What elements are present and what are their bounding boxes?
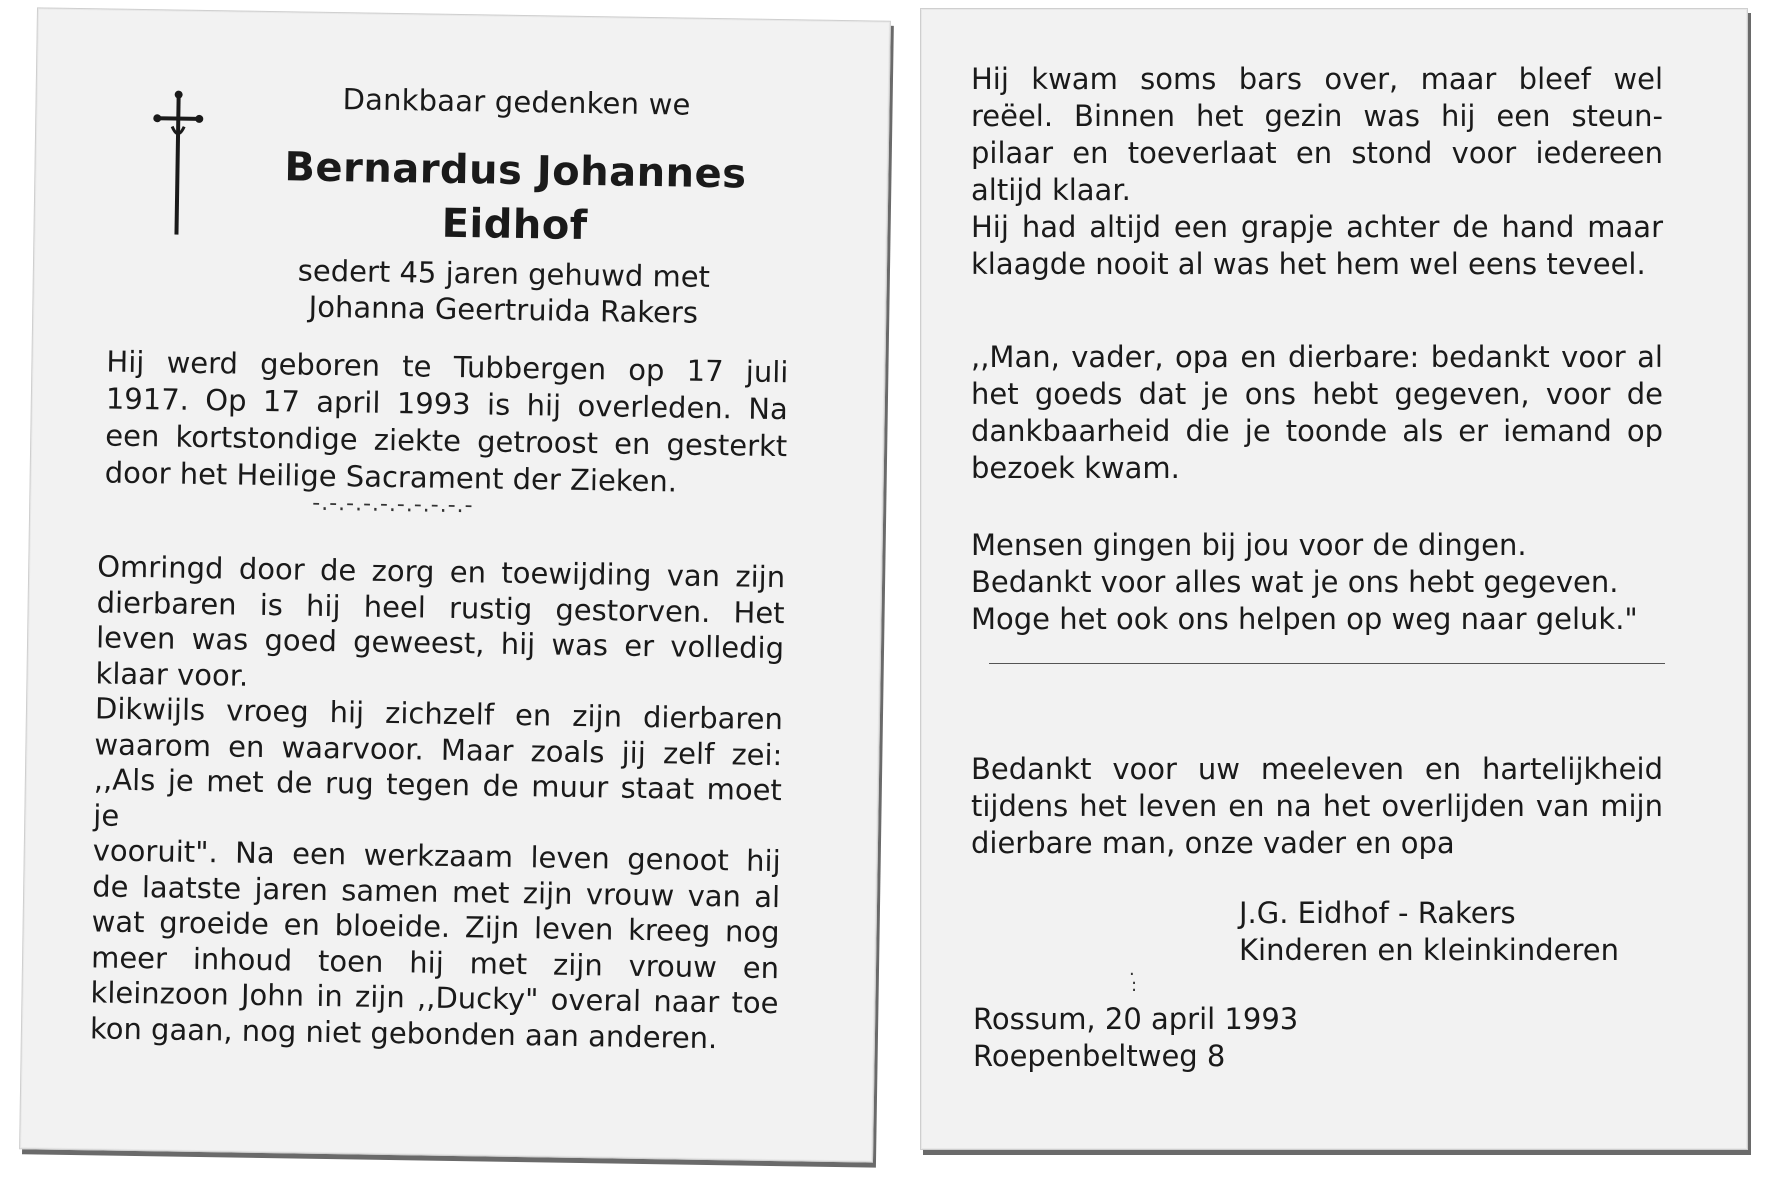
character-line: pilaar en toeverlaat en stond voor iedereen <box>971 136 1663 170</box>
tribute-line: het goeds dat je ons hebt gegeven, voor de <box>971 377 1663 411</box>
story-line: kon gaan, nog niet gebonden aan anderen. <box>89 1010 718 1055</box>
character-line: Hij kwam soms bars over, maar bleef wel <box>971 62 1663 96</box>
ink-speck: . <box>1129 959 1135 980</box>
thanks-line: Bedankt voor uw meeleven en hartelijkheid <box>971 752 1663 786</box>
signature-block <box>1239 895 1659 969</box>
poem-paragraph <box>971 527 1663 638</box>
character-line: Hij had altijd een grapje achter de hand maar <box>971 210 1663 244</box>
cross-icon <box>146 88 208 239</box>
story-line: kleinzoon John in zijn ,,Ducky" overal naar toe <box>90 975 779 1021</box>
spouse-line-2: Johanna Geertruida Rakers <box>308 289 699 330</box>
tribute-line: ,,Man, vader, opa en dierbare: bedankt voor al <box>971 340 1663 374</box>
spouse-line-1: sedert 45 jaren gehuwd met <box>297 253 711 294</box>
poem-line: Bedankt voor alles wat je ons hebt gegeven. <box>971 565 1619 599</box>
signature-relatives: Kinderen en kleinkinderen <box>1239 933 1619 967</box>
thanks-line: tijdens het leven en na het overlijden van mijn <box>971 789 1663 823</box>
story-line: waarom en waarvoor. Maar zoals jij zelf zei: <box>94 726 783 772</box>
story-line: meer inhoud toen hij met zijn vrouw en <box>90 939 780 985</box>
bio-line: 1917. Op 17 april 1993 is hij overleden. Na <box>105 381 789 427</box>
bio-line: Hij werd geboren te Tubbergen op 17 juli <box>106 344 789 390</box>
story-line: de laatste jaren samen met zijn vrouw van al <box>91 868 781 914</box>
story-line: klaar voor. <box>95 655 249 693</box>
memorial-card-right <box>920 8 1748 1150</box>
ink-speck: : <box>1131 975 1138 996</box>
deceased-first-names: Bernardus Johannes <box>284 144 747 198</box>
horizontal-rule <box>989 663 1665 664</box>
story-line: Dikwijls vroeg hij zichzelf en zijn dierbaren <box>94 691 784 737</box>
signature-family-name: J.G. Eidhof - Rakers <box>1239 896 1516 930</box>
tribute-line: bezoek kwam. <box>971 451 1180 485</box>
tribute-paragraph <box>971 339 1663 487</box>
memorial-card-left <box>19 7 891 1162</box>
dotted-separator: -.-.-.-.-.-.-.-.-.- <box>312 490 474 519</box>
place-address-block <box>973 1001 1473 1075</box>
tribute-line: dankbaarheid die je toonde als er iemand op <box>971 414 1663 448</box>
character-line: klaagde nooit al was het hem wel eens teveel. <box>971 247 1646 281</box>
bio-line: een kortstondige ziekte getroost en gesterkt <box>105 418 788 464</box>
story-line: dierbaren is hij heel rustig gestorven. Het <box>96 584 785 630</box>
intro-text: Dankbaar gedenken we <box>342 82 691 122</box>
place-date: Rossum, 20 april 1993 <box>973 1002 1299 1036</box>
character-line: altijd klaar. <box>971 173 1131 207</box>
story-line: Omringd door de zorg en toewijding van zijn <box>96 549 786 595</box>
character-paragraph <box>971 61 1663 283</box>
story-line: wat groeide en bloeide. Zijn leven kreeg nog <box>91 904 780 950</box>
poem-line: Moge het ook ons helpen op weg naar geluk." <box>971 602 1638 636</box>
deceased-surname: Eidhof <box>441 200 589 250</box>
character-line: reëel. Binnen het gezin was hij een steun- <box>971 99 1663 133</box>
address: Roepenbeltweg 8 <box>973 1039 1226 1073</box>
bio-line: door het Heilige Sacrament der Zieken. <box>104 455 678 499</box>
biography-paragraph <box>104 344 788 503</box>
thanks-line: dierbare man, onze vader en opa <box>971 826 1455 860</box>
story-line: leven was goed geweest, hij was er volledig <box>95 620 785 666</box>
story-line: ,,Als je met de rug tegen de muur staat moet je <box>93 762 783 833</box>
story-line: vooruit". Na een werkzaam leven genoot hij <box>92 833 781 879</box>
life-story-paragraph <box>90 549 786 1057</box>
thanks-paragraph <box>971 751 1663 862</box>
poem-line: Mensen gingen bij jou voor de dingen. <box>971 528 1527 562</box>
